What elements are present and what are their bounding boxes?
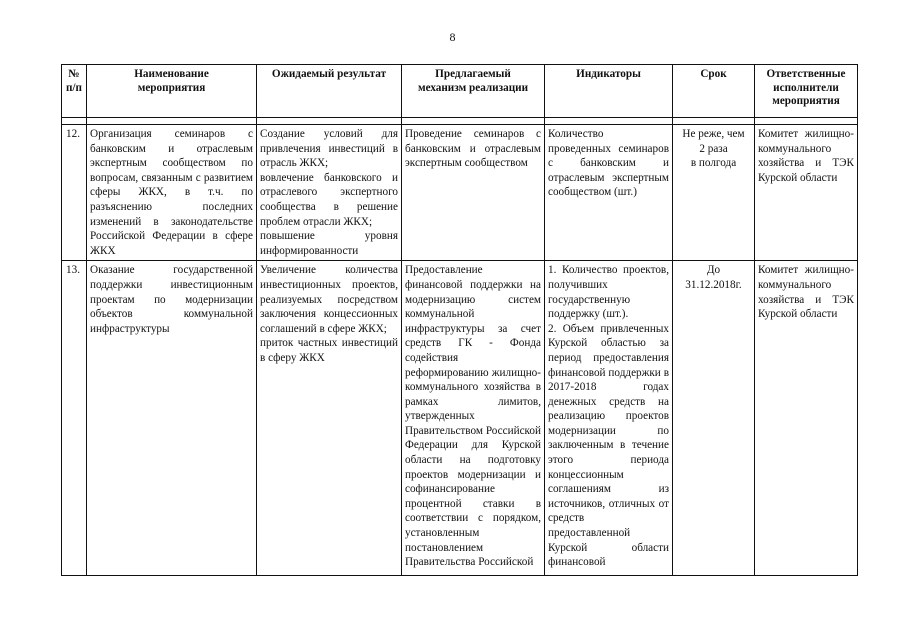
row-mechanism: Предоставление финансовой поддержки на модернизацию систем коммунальной инфраструктуры за счет средств ГК - Фонда содействия реформированию жилищно-коммунального хозяйства в рамках лимитов, утвержденных Правительством Российской Федерации для Курской области на подготовку проектов модернизации и софинансирование процентной ставки в соответствии с порядком, установленным постановлением Правительства Российской (402, 261, 545, 576)
row-name: Оказание государственной поддержки инвестиционным проектам по модернизации объектов коммунальной инфраструктуры (87, 261, 257, 576)
header-mechanism: Предлагаемый механизм реализации (402, 65, 545, 118)
header-indicators: Индикаторы (545, 65, 673, 118)
separator-cell (62, 118, 87, 125)
row-deadline: Не реже, чем 2 раза в полгода (673, 125, 755, 261)
page-number: 8 (449, 30, 456, 44)
separator-cell (673, 118, 755, 125)
row-responsible: Комитет жилищно-коммунального хозяйства и ТЭК Курской области (755, 261, 858, 576)
header-deadline: Срок (673, 65, 755, 118)
row-deadline: До 31.12.2018г. (673, 261, 755, 576)
header-name: Наименование мероприятия (87, 65, 257, 118)
row-indicators: Количество проведенных семинаров с банковским и отраслевым экспертным сообществом (шт.) (545, 125, 673, 261)
table-row (62, 261, 858, 576)
header-separator-row (62, 118, 858, 125)
row-mechanism: Проведение семинаров с банковским и отраслевым экспертным сообществом (402, 125, 545, 261)
row-name: Организация семинаров с банковским и отраслевым экспертным сообществом по вопросам, связанным с развитием сферы ЖКХ, в т.ч. по разъяснению последних изменений в законодательстве Российской Федерации в сфере ЖКХ (87, 125, 257, 261)
separator-cell (402, 118, 545, 125)
separator-cell (87, 118, 257, 125)
row-result: Увеличение количества инвестиционных проектов, реализуемых посредством заключения концессионных соглашений в сфере ЖКХ; приток частных инвестиций в сферу ЖКХ (257, 261, 402, 576)
header-responsible: Ответственные исполнители мероприятия (755, 65, 858, 118)
separator-cell (545, 118, 673, 125)
row-num: 12. (62, 125, 87, 261)
row-indicators: 1. Количество проектов, получивших государственную поддержку (шт.). 2. Объем привлеченных Курской областью за период предоставления финансовой поддержки в 2017-2018 годах денежных средств на реализацию проектов модернизации по заключенным в течение этого периода концессионным соглашениям из источников, отличных от средств предоставленной Курской области финансовой (545, 261, 673, 576)
action-plan-table (61, 64, 858, 576)
separator-cell (257, 118, 402, 125)
row-responsible: Комитет жилищно-коммунального хозяйства и ТЭК Курской области (755, 125, 858, 261)
table-row (62, 125, 858, 261)
separator-cell (755, 118, 858, 125)
row-num: 13. (62, 261, 87, 576)
header-num: № п/п (62, 65, 87, 118)
table-header-row (62, 65, 858, 118)
row-result: Создание условий для привлечения инвестиций в отрасль ЖКХ; вовлечение банковского и отраслевого экспертного сообщества в решение проблем отрасли ЖКХ; повышение уровня информированности (257, 125, 402, 261)
header-result: Ожидаемый результат (257, 65, 402, 118)
